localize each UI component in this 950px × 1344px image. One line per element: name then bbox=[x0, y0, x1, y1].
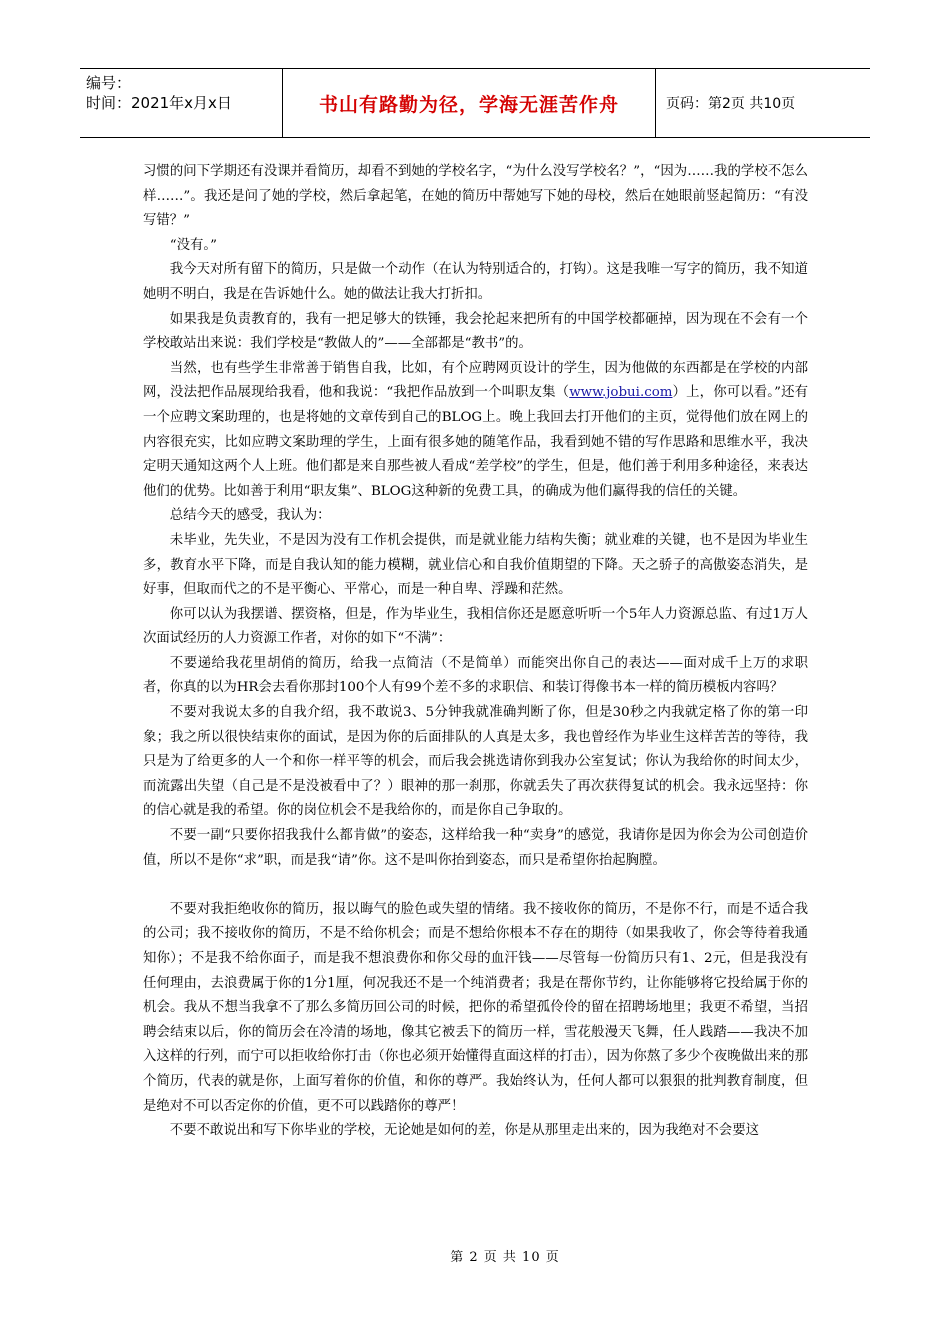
footer-page-number: 第 2 页 共 10 页 bbox=[450, 1250, 560, 1265]
paragraph: 如果我是负责教育的，我有一把足够大的铁锤，我会抡起来把所有的中国学校都砸掉，因为现在不会有一个学校敢站出来说：我们学校是“教做人的”——全部都是“教书”的。 bbox=[143, 311, 808, 352]
header-meta bbox=[80, 69, 283, 137]
paragraph: 不要不敢说出和写下你毕业的学校，无论她是如何的差，你是从那里走出来的，因为我绝对不会要这 bbox=[169, 1123, 759, 1139]
paragraph: 不要对我拒绝收你的简历，报以晦气的脸色或失望的情绪。我不接收你的简历，不是你不行，而是不适合我的公司；我不接收你的简历，不是不给你机会；而是不想给你根本不存在的期待（如果我收了，你会等待着我通知你）；不是我不给你面子，而是我不想浪费你和你父母的血汗钱——尽管每一份简历只有1、2元，但是我没有任何理由，去浪费属于你的1分1厘，何况我还不是一个纯消费者；我是在帮你节约，让你能够将它投给属于你的机会。我从不想当我拿不了那么多简历回公司的时候，把你的希望孤伶伶的留在招聘场地里；我更不希望，当招聘会结束以后，你的简历会在冷清的场地，像其它被丢下的简历一样，雪花般漫天飞舞，任人践踏——我决不加入这样的行列，而宁可以拒收给你打击（你也必须开始懂得直面这样的打击），因为你熬了多少个夜晚做出来的那个简历，代表的就是你，上面写着你的价值，和你的尊严。我始终认为，任何人都可以狠狠的批判教育制度，但是绝对不可以否定你的价值，更不可以践踏你的尊严！ bbox=[143, 901, 808, 1114]
paragraph-text: ）上，你可以看。”还有一个应聘文案助理的，也是将她的文章传到自己的BLOG上。晚上我回去打开他们的主页，觉得他们放在网上的内容很充实，比如应聘文案助理的学生，上面有很多她的随笔作品，我看到她不错的写作思路和思维水平，我决定明天通知这两个人上班。他们都是来自那些被人看成“差学校”的学生，但是，他们善于利用多种途径，来表达他们的优势。比如善于利用“职友集”、BLOG这种新的免费工具，的确成为他们赢得我的信任的关键。 bbox=[143, 385, 808, 499]
paragraph: 不要对我说太多的自我介绍，我不敢说3、5分钟我就准确判断了你，但是30秒之内我就定格了你的第一印象；我之所以很快结束你的面试，是因为你的后面排队的人真是太多，我也曾经作为毕业生这样苦苦的等待，我只是为了给更多的人一个和你一样平等的机会，而后我会挑选请你到我办公室复试；你认为我给你的时间太少，而流露出失望（自己是不是没被看中了？）眼神的那一刹那，你就丢失了再次获得复试的机会。我永远坚持：你的信心就是我的希望。你的岗位机会不是我给你的，而是你自己争取的。 bbox=[143, 705, 808, 819]
header-page-info: 页码：第2页 共10页 bbox=[666, 96, 796, 112]
document-number: 编号： bbox=[86, 74, 132, 92]
page-footer bbox=[0, 1246, 950, 1265]
paragraph: 不要一副“只要你招我我什么都肯做”的姿态，这样给我一种“卖身”的感觉，我请你是因为你会为公司创造价值，所以不是你“求”职，而是我“请”你。这不是叫你抬到姿态，而只是希望你抬起胸膛。 bbox=[143, 828, 808, 868]
page-header bbox=[80, 68, 870, 138]
paragraph: 你可以认为我摆谱、摆资格，但是，作为毕业生，我相信你还是愿意听听一个5年人力资源总监、有过1万人次面试经历的人力资源工作者，对你的如下“不满”： bbox=[143, 606, 808, 647]
document-body bbox=[143, 160, 808, 1144]
paragraph: “没有。” bbox=[169, 237, 217, 253]
jobui-link[interactable]: www.jobui.com bbox=[569, 385, 673, 401]
paragraph: 总结今天的感受，我认为： bbox=[169, 508, 331, 524]
paragraph-text: 当然，也有些学生非常善于销售自我，比如，有个应聘网页设计的学生，因为他做的东西都是在学校的内部网，没法把作品展现给我看，他和我说：“我把作品放到一个叫职友集（ bbox=[143, 360, 808, 401]
paragraph: 习惯的问下学期还有没课并看简历，却看不到她的学校名字，“为什么没写学校名？”，“因为……我的学校不怎么样……”。我还是问了她的学校，然后拿起笔，在她的简历中帮她写下她的母校，然后在她眼前竖起简历：“有没写错？” bbox=[143, 164, 808, 229]
paragraph: 未毕业，先失业，不是因为没有工作机会提供，而是就业能力结构失衡；就业难的关键，也不是因为毕业生多，教育水平下降，而是自我认知的能力模糊，就业信心和自我价值期望的下降。天之骄子的高傲姿态消失，是好事，但取而代之的不是平衡心、平常心，而是一种自卑、浮躁和茫然。 bbox=[143, 532, 808, 598]
header-motto: 书山有路勤为径，学海无涯苦作舟 bbox=[283, 69, 656, 137]
paragraph: 不要递给我花里胡俏的简历，给我一点简洁（不是简单）而能突出你自己的表达——面对成千上万的求职者，你真的以为HR会去看你那封100个人有99个差不多的求职信、和装订得像书本一样的简历模板内容吗？ bbox=[143, 655, 808, 696]
paragraph: 我今天对所有留下的简历，只是做一个动作（在认为特别适合的，打钩）。这是我唯一写字的简历，我不知道她明不明白，我是在告诉她什么。她的做法让我大打折扣。 bbox=[143, 262, 808, 302]
document-date: 时间：2021年x月x日 bbox=[86, 94, 232, 112]
paragraph bbox=[143, 357, 808, 505]
